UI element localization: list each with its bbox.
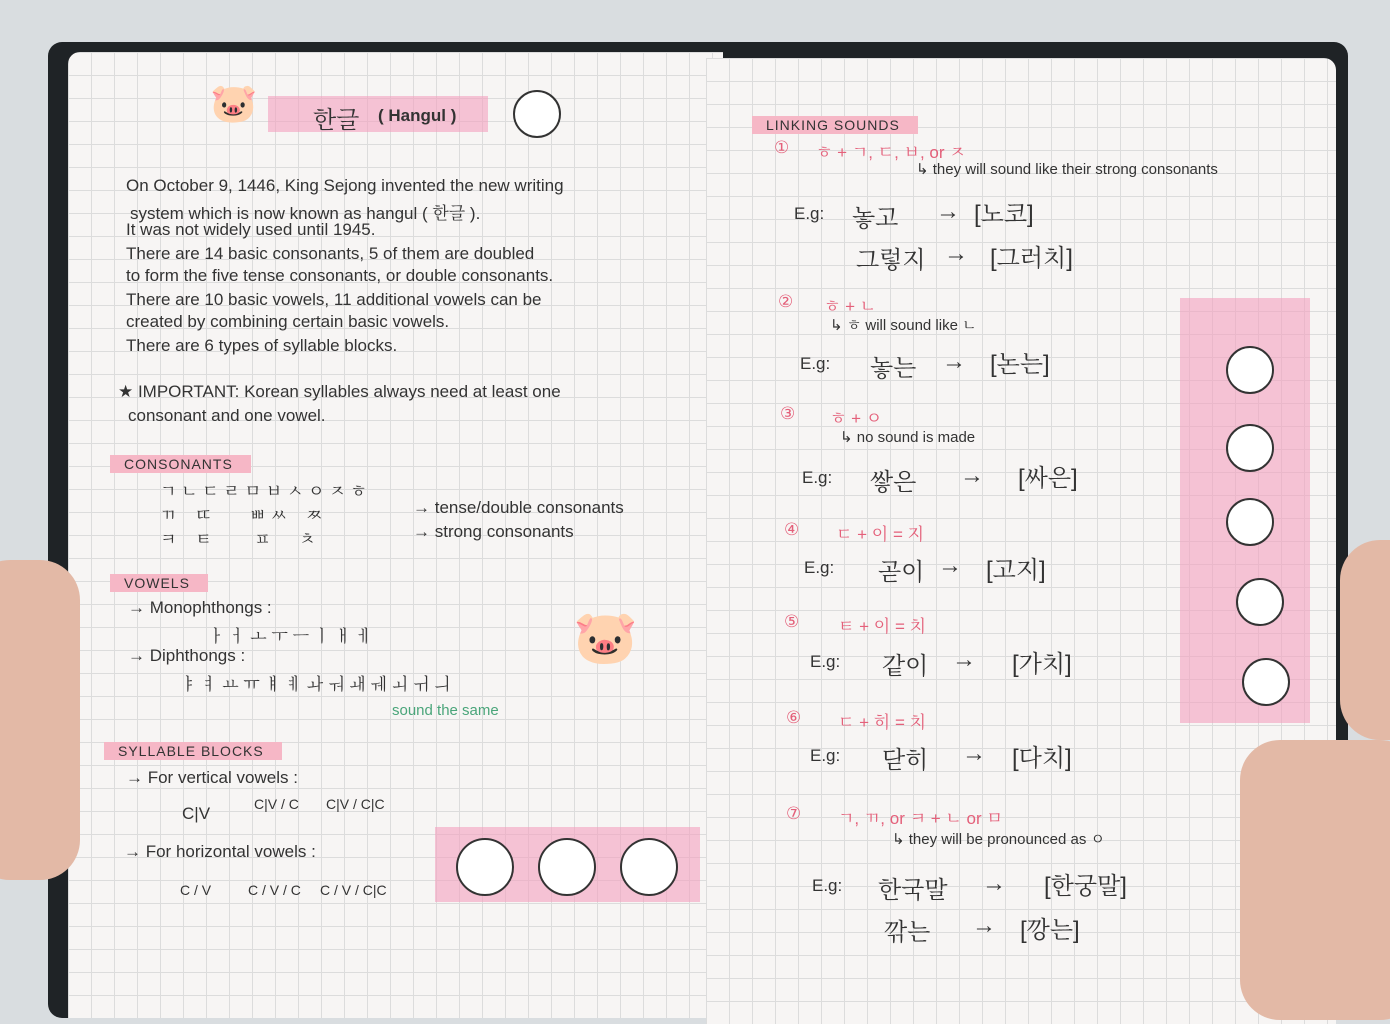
vowels-heading: VOWELS	[110, 574, 208, 592]
rule-2-note: ↳ ㅎ will sound like ㄴ	[830, 317, 977, 334]
example-word: 곧이	[878, 559, 925, 586]
face-doodle	[456, 838, 514, 896]
rule-2-number: ②	[778, 292, 794, 311]
syllable-blocks-heading: SYLLABLE BLOCKS	[104, 742, 282, 760]
linking-sounds-heading: LINKING SOUNDS	[752, 116, 918, 134]
rule-4-number: ④	[784, 520, 800, 539]
rule-3-number: ③	[780, 404, 796, 423]
eg-label: E.g:	[810, 746, 841, 765]
example-pronunciation: [다치]	[1012, 745, 1072, 772]
rule-4: ㄷ + 이 = 지	[836, 525, 925, 544]
bullet-4: There are 10 basic vowels, 11 additional vowels can be	[126, 290, 542, 309]
rule-7-number: ⑦	[786, 804, 802, 823]
rule-5: ㅌ + 이 = 치	[838, 617, 927, 636]
block-cv: C|V	[182, 804, 211, 823]
rule-1-number: ①	[774, 138, 790, 157]
diphthongs: ㅑ ㅕ ㅛ ㅠ ㅒ ㅖ ㅘ ㅝ ㅙ ㅞ ㅚ ㅟ ㅢ	[180, 675, 451, 694]
arrow: →	[944, 240, 968, 267]
example-pronunciation: [그러치]	[990, 245, 1073, 272]
eg-label: E.g:	[812, 876, 843, 895]
arrow: →	[960, 462, 984, 489]
example-pronunciation: [노코]	[974, 201, 1034, 228]
example-word: 한국말	[878, 877, 948, 904]
rule-3-note: ↳ no sound is made	[840, 429, 976, 446]
eg-label: E.g:	[804, 558, 835, 577]
face-doodle	[1226, 498, 1274, 546]
arrow: →	[962, 740, 986, 767]
rule-1: ㅎ + ㄱ, ㄷ, ㅂ, or ㅈ	[816, 143, 966, 162]
rule-3: ㅎ + ㅇ	[830, 409, 883, 428]
right-hand	[1240, 740, 1390, 1020]
example-pronunciation: [가치]	[1012, 651, 1072, 678]
rule-6-number: ⑥	[786, 708, 802, 727]
example-pronunciation: [싸은]	[1018, 465, 1078, 492]
important-note: ★ IMPORTANT: Korean syllables always need at least one	[118, 382, 561, 401]
arrow: →	[972, 912, 996, 939]
important-note-2: consonant and one vowel.	[128, 406, 326, 425]
pig-sticker: 🐷	[573, 609, 638, 667]
sound-same-note: sound the same	[392, 702, 499, 719]
diphthongs-label: → Diphthongs :	[128, 646, 246, 665]
consonants-row-tense: ㄲ ㄸ ㅃ ㅆ ㅉ	[160, 506, 323, 525]
page-subtitle: ( Hangul )	[378, 106, 457, 125]
arrow: →	[942, 348, 966, 375]
eg-label: E.g:	[810, 652, 841, 671]
vertical-vowels-label: → For vertical vowels :	[126, 768, 298, 787]
left-hand	[0, 560, 80, 880]
bullet-2: It was not widely used until 1945.	[126, 220, 376, 239]
arrow: →	[952, 646, 976, 673]
example-word: 놓고	[852, 205, 899, 232]
bullet-4b: created by combining certain basic vowels.	[126, 312, 450, 331]
bullet-5: There are 6 types of syllable blocks.	[126, 336, 398, 355]
arrow: →	[938, 552, 962, 579]
example-word: 같이	[882, 653, 929, 680]
face-doodle	[538, 838, 596, 896]
consonants-row-basic: ㄱ ㄴ ㄷ ㄹ ㅁ ㅂ ㅅ ㅇ ㅈ ㅎ	[160, 482, 367, 501]
block-c-v: C / V	[180, 882, 212, 898]
arrow: →	[982, 870, 1006, 897]
face-doodle	[620, 838, 678, 896]
arrow: →	[936, 198, 960, 225]
bullet-1: On October 9, 1446, King Sejong invented the new writing	[126, 176, 564, 195]
example-pronunciation: [고지]	[986, 557, 1046, 584]
rule-7: ㄱ, ㄲ, or ㅋ + ㄴ or ㅁ	[838, 809, 1003, 828]
rule-2: ㅎ + ㄴ	[824, 297, 877, 316]
example-word: 닫히	[882, 747, 929, 774]
strong-note: → strong consonants	[413, 522, 574, 541]
monophthongs: ㅏ ㅓ ㅗ ㅜ ㅡ ㅣ ㅐ ㅔ	[208, 627, 373, 646]
face-doodle	[1236, 578, 1284, 626]
example-word: 깎는	[884, 919, 931, 946]
bullet-1b: system which is now known as hangul ( 한글 ).	[130, 204, 481, 223]
consonants-row-strong: ㅋ ㅌ ㅍ ㅊ	[160, 530, 316, 549]
eg-label: E.g:	[800, 354, 831, 373]
face-doodle	[1226, 346, 1274, 394]
block-c-v-cc: C / V / C|C	[320, 882, 387, 898]
rule-6: ㄷ + 히 = 치	[838, 713, 927, 732]
face-doodle	[1242, 658, 1290, 706]
example-pronunciation: [한궁말]	[1044, 873, 1127, 900]
block-c-v-c: C / V / C	[248, 882, 301, 898]
consonants-heading: CONSONANTS	[110, 455, 251, 473]
rule-7-note: ↳ they will be pronounced as ㅇ	[892, 831, 1106, 848]
face-sticker	[513, 90, 561, 138]
face-doodle	[1226, 424, 1274, 472]
bullet-3: There are 14 basic consonants, 5 of them are doubled	[126, 244, 535, 263]
eg-label: E.g:	[794, 204, 825, 223]
eg-label: E.g:	[802, 468, 833, 487]
horizontal-vowels-label: → For horizontal vowels :	[124, 842, 316, 861]
example-pronunciation: [논는]	[990, 351, 1050, 378]
page-title: 한글	[313, 107, 360, 134]
block-cvcc: C|V / C|C	[326, 796, 385, 812]
right-hand-thumb	[1340, 540, 1390, 740]
rule-5-number: ⑤	[784, 612, 800, 631]
example-word: 그렇지	[856, 247, 926, 274]
bullet-3b: to form the five tense consonants, or double consonants.	[126, 266, 554, 285]
unicorn-sticker: 🐷	[210, 83, 258, 125]
monophthongs-label: → Monophthongs :	[128, 598, 272, 617]
left-page	[68, 52, 723, 1018]
example-word: 놓는	[870, 355, 917, 382]
rule-1-note: ↳ they will sound like their strong consonants	[916, 161, 1218, 178]
tense-note: → tense/double consonants	[413, 498, 624, 517]
example-word: 쌓은	[870, 469, 917, 496]
block-cvc: C|V / C	[254, 796, 299, 812]
example-pronunciation: [깡는]	[1020, 917, 1080, 944]
